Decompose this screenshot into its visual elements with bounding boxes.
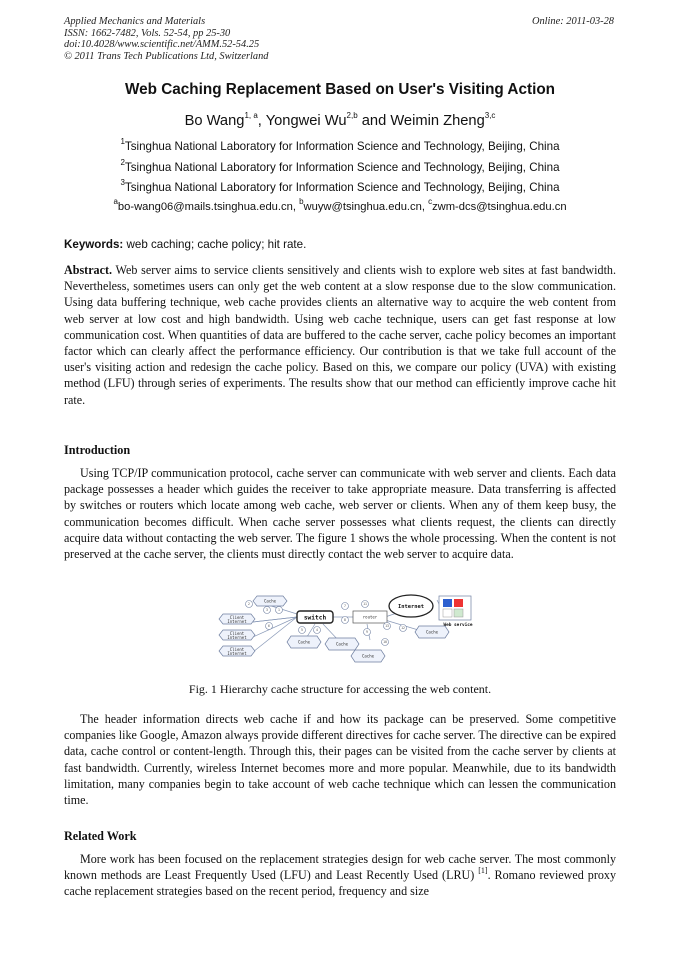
intro-paragraph-1: Using TCP/IP communication protocol, cache server can communicate with web server and clients. Each data package possesses a header which guides the receiver to take appropriate measure. Data transferring is affected by switches or routers which locate among web cache, web server or clients. When any of them keep busy, the communication becomes difficult. When cache server possesses what clients request, the clients can directly acquire data without contacting the web server. The figure 1 shows the whole processing. When the content is not preserved at the cache server, the clients must directly contact the web server to acquire data.: [64, 466, 616, 562]
copyright-line: © 2011 Trans Tech Publications Ltd, Switzerland: [64, 50, 269, 62]
cache-label: Cache: [361, 653, 375, 659]
intro-paragraph-2: The header information directs web cache if and how its package can be preserved. Some competitive companies like Google, Amazon always provide different directives for cache server. The directive can be expired data, cache control or content-length. Through this, their pages can be visited from the cache server by clients at fast bandwidth. Currently, wireless Internet becomes more and more popular. Meanwhile, due to its bandwidth limitation, many companies begin to take account of web cache technique which can lessen the communication time.: [64, 712, 616, 808]
email-sup: c: [428, 197, 433, 207]
node-number: 9: [366, 630, 368, 635]
related-work-heading: Related Work: [64, 829, 137, 843]
figure-1-diagram: [205, 592, 485, 680]
node-number: 2: [248, 602, 250, 607]
internet-label: Internet: [398, 604, 424, 610]
author-1: Bo Wang: [184, 113, 245, 129]
cache-label: Cache: [263, 598, 277, 604]
node-number: 10: [383, 640, 387, 645]
abstract-text: Web server aims to service clients sensitively and clients wish to explore web sites at fast bandwidth. Nevertheless, sometimes users can only get the web content at a slow response due to the slow communication. Using data buffering technique, web cache provides clients an alternative way to acquire the web content from web server at low cost and high bandwidth. Using web cache technique, users can get fast response at low communication cost. When quantities of data are buffered to the cache server, cache policy becomes an important factor which can clearly affect the performance efficiency. Our contribution is that we take full account of the user's visiting action and redesign the cache policy. Based on this, we compare our policy (UVA) with existing method (LFU) through series of experiments. The results show that our method can efficiently improve cache hit rate.: [64, 263, 616, 407]
node-number: 6: [268, 624, 270, 629]
figure-1-caption: Fig. 1 Hierarchy cache structure for accessing the web content.: [188, 682, 492, 696]
author-3: Weimin Zheng: [390, 113, 485, 129]
affiliation-3: [64, 178, 616, 194]
affiliation-text: Tsinghua National Laboratory for Information Science and Technology, Beijing, China: [124, 161, 560, 174]
email-c[interactable]: zwm-dcs@tsinghua.edu.cn: [432, 201, 567, 213]
node-number: 7: [344, 604, 346, 609]
client-label: Client: [229, 631, 245, 636]
node-number: 8: [344, 618, 346, 623]
keywords-label: Keywords:: [64, 238, 124, 251]
journal-header: [64, 16, 616, 62]
author-sep: ,: [257, 113, 266, 129]
node-number: 3: [266, 608, 268, 613]
node-number: 1: [278, 608, 280, 613]
abstract-label: Abstract.: [64, 263, 113, 277]
switch-label: switch: [303, 614, 327, 622]
cache-label: Cache: [425, 629, 439, 635]
affiliation-num: 2: [120, 158, 125, 168]
author-line: [64, 113, 616, 129]
author-1-sup: 1, a: [244, 111, 258, 121]
affiliation-text: Tsinghua National Laboratory for Information Science and Technology, Beijing, China: [124, 140, 560, 153]
affiliation-num: 1: [120, 137, 125, 147]
journal-name: Applied Mechanics and Materials: [64, 16, 206, 27]
keywords: [64, 238, 616, 251]
related-work-paragraph-1: [64, 851, 616, 900]
node-number: 11: [363, 602, 367, 607]
doi-line: doi:10.4028/www.scientific.net/AMM.52-54.25: [64, 39, 260, 51]
related-text: . Romano reviewed proxy cache replacement strategies based on the recent period, frequency and size: [64, 868, 616, 899]
affiliation-2: [64, 158, 616, 174]
cache-label: Cache: [335, 641, 349, 647]
introduction-heading: Introduction: [64, 443, 131, 457]
paper-title: Web Caching Replacement Based on User's Visiting Action: [124, 81, 556, 98]
related-text: More work has been focused on the replacement strategies design for web cache server. The most commonly known methods are Least Frequently Used (LFU) and Least Recently Used (LRU): [64, 852, 616, 883]
affiliation-num: 3: [120, 178, 125, 188]
node-number: 12: [401, 626, 405, 631]
affiliation-text: Tsinghua National Laboratory for Information Science and Technology, Beijing, China: [124, 181, 560, 194]
node-number: 5: [301, 628, 303, 633]
client-label: Internet: [227, 651, 247, 656]
email-b[interactable]: wuyw@tsinghua.edu.cn,: [303, 201, 429, 213]
web-service-label: Web service: [443, 623, 473, 628]
client-label: Client: [229, 647, 245, 652]
issn-line: ISSN: 1662-7482, Vols. 52-54, pp 25-30: [64, 27, 231, 39]
client-label: Internet: [227, 635, 247, 640]
email-line: [64, 197, 616, 213]
citation-ref[interactable]: [1]: [478, 866, 488, 876]
node-number: 13: [385, 624, 389, 629]
online-date: Online: 2011-03-28: [531, 16, 614, 27]
client-label: Internet: [227, 619, 247, 624]
author-2: Yongwei Wu: [265, 113, 347, 129]
cache-label: Cache: [297, 639, 311, 645]
affiliation-1: [64, 137, 616, 153]
email-sup: a: [113, 197, 118, 207]
author-sep: and: [357, 113, 391, 129]
router-label: router: [362, 614, 378, 620]
author-3-sup: 3,c: [484, 111, 496, 121]
node-number: 4: [316, 628, 318, 633]
author-2-sup: 2,b: [346, 111, 358, 121]
keywords-text: web caching; cache policy; hit rate.: [123, 238, 307, 251]
abstract: [64, 262, 616, 408]
email-sup: b: [299, 197, 304, 207]
email-a[interactable]: bo-wang06@mails.tsinghua.edu.cn,: [117, 201, 300, 213]
client-label: Client: [229, 615, 245, 620]
